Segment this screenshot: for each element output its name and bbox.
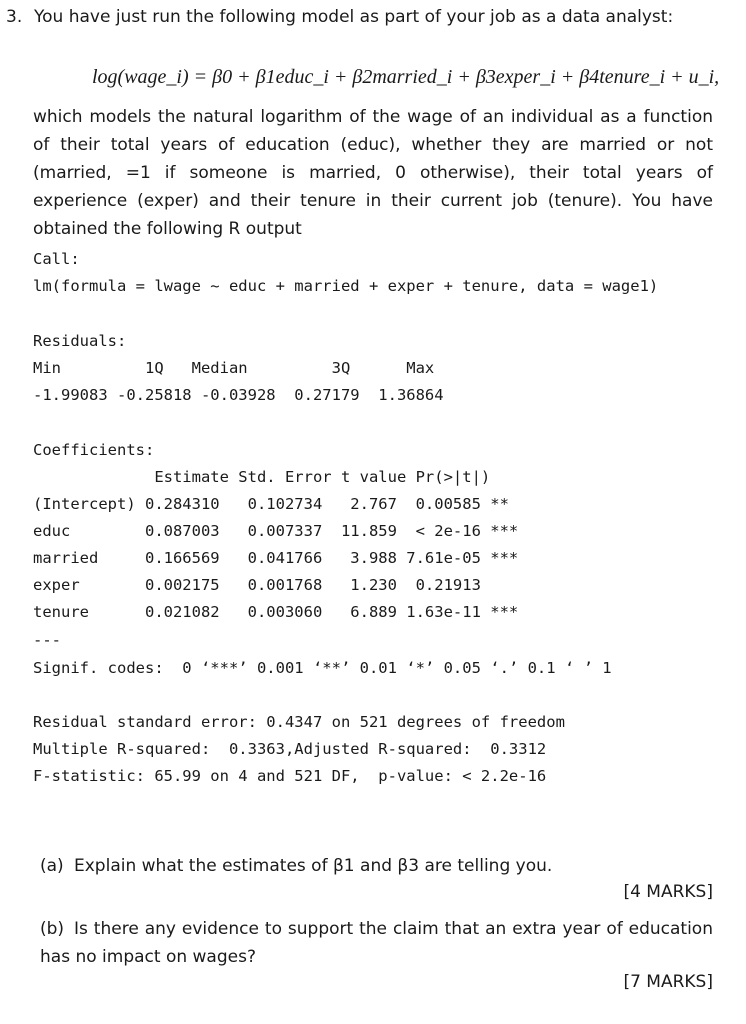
residuals-label: Residuals: xyxy=(33,332,127,350)
part-b-text: Is there any evidence to support the claim that an extra year of education has no impact on wages? xyxy=(40,919,713,967)
part-b xyxy=(40,915,713,971)
question-intro: You have just run the following model as part of your job as a data analyst: xyxy=(34,7,674,27)
part-a-marks: [4 MARKS] xyxy=(623,882,713,902)
part-a-label: (a) xyxy=(40,856,64,876)
coef-row-intercept: (Intercept) 0.284310 0.102734 2.767 0.00585 ** xyxy=(33,495,509,513)
coef-row-married: married 0.166569 0.041766 3.988 7.61e-05 *** xyxy=(33,549,519,567)
signif-codes: Signif. codes: 0 ‘***’ 0.001 ‘**’ 0.01 ‘*’ 0.05 ‘.’ 0.1 ‘ ’ 1 xyxy=(33,659,612,677)
residuals-header: Min 1Q Median 3Q Max xyxy=(33,359,435,377)
model-equation: log(wage_i) = β0 + β1educ_i + β2married_i + β3exper_i + β4tenure_i + u_i, xyxy=(92,66,720,88)
coef-row-educ: educ 0.087003 0.007337 11.859 < 2e-16 *** xyxy=(33,522,519,540)
formula-line: lm(formula = lwage ~ educ + married + exper + tenure, data = wage1) xyxy=(33,277,659,295)
part-b-marks: [7 MARKS] xyxy=(623,972,713,992)
separator: --- xyxy=(33,631,61,649)
coefficients-label: Coefficients: xyxy=(33,441,155,459)
coef-row-tenure: tenure 0.021082 0.003060 6.889 1.63e-11 *** xyxy=(33,603,519,621)
question-number: 3. xyxy=(6,7,23,27)
r-output xyxy=(33,250,659,785)
question-title xyxy=(6,7,673,27)
residual-standard-error: Residual standard error: 0.4347 on 521 degrees of freedom xyxy=(33,713,565,731)
f-statistic-line: F-statistic: 65.99 on 4 and 521 DF, p-value: < 2.2e-16 xyxy=(33,767,547,785)
coef-row-exper: exper 0.002175 0.001768 1.230 0.21913 xyxy=(33,576,481,594)
model-description: which models the natural logarithm of the wage of an individual as a function of their total years of education (educ), whether they are married or not (married, =1 if someone is married, 0 otherwise), their total years of experience (exper) and their tenure in their current job (tenure). You have obtained the following R output xyxy=(33,107,713,239)
coef-header: Estimate Std. Error t value Pr(>|t|) xyxy=(33,468,491,486)
part-a-text: Explain what the estimates of β1 and β3 are telling you. xyxy=(74,856,553,876)
r-squared-line: Multiple R-squared: 0.3363,Adjusted R-squared: 0.3312 xyxy=(33,740,547,758)
call-label: Call: xyxy=(33,250,80,268)
residuals-values: -1.99083 -0.25818 -0.03928 0.27179 1.36864 xyxy=(33,386,444,404)
part-b-label: (b) xyxy=(40,919,65,939)
part-a xyxy=(40,852,713,880)
